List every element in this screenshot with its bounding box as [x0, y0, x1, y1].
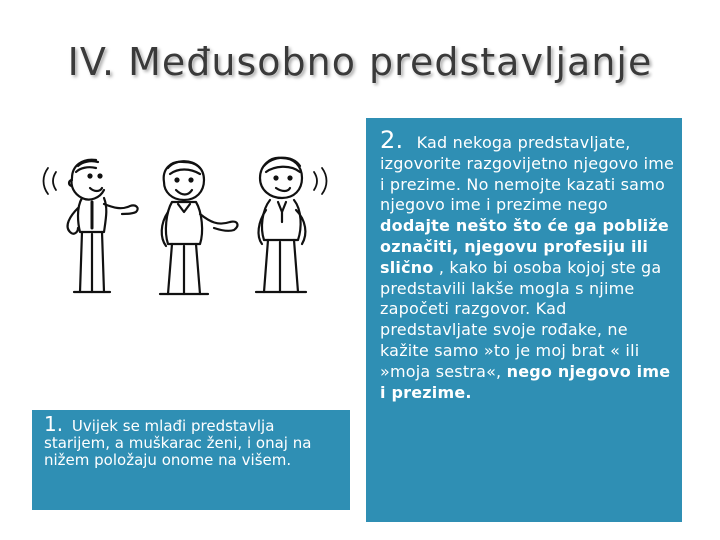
point-2-text-b: , kako bi osoba kojoj ste ga predstavili lakše mogla s njime započeti razgovor. Kad predstavljate svoje rođake, ne kažite samo »to je moj brat « ili »moja sestra«,: [380, 257, 662, 381]
point-1-text: Uvijek se mlađi predstavlja starijem, a muškarac ženi, i onaj na nižem položaju onome na višem.: [44, 417, 312, 469]
slide-title: IV. Međusobno predstavljanje: [67, 40, 653, 84]
three-men-introduction-icon: [34, 152, 350, 300]
point-1-box: [32, 410, 350, 510]
point-2-box: [366, 118, 682, 522]
point-2-number: 2.: [380, 126, 404, 154]
point-2-text-bold: dodajte nešto što će ga pobliže označiti, njegovu profesiju ili slično: [380, 216, 669, 277]
point-1-number: 1.: [44, 412, 64, 436]
point-2-text-a: Kad nekoga predstavljate, izgovorite razgovijetno njegovo ime i prezime. No nemojte kazati samo njegovo ime i prezime nego: [380, 133, 675, 215]
point-2-text-bold-end: nego njegovo ime i prezime.: [380, 361, 671, 402]
